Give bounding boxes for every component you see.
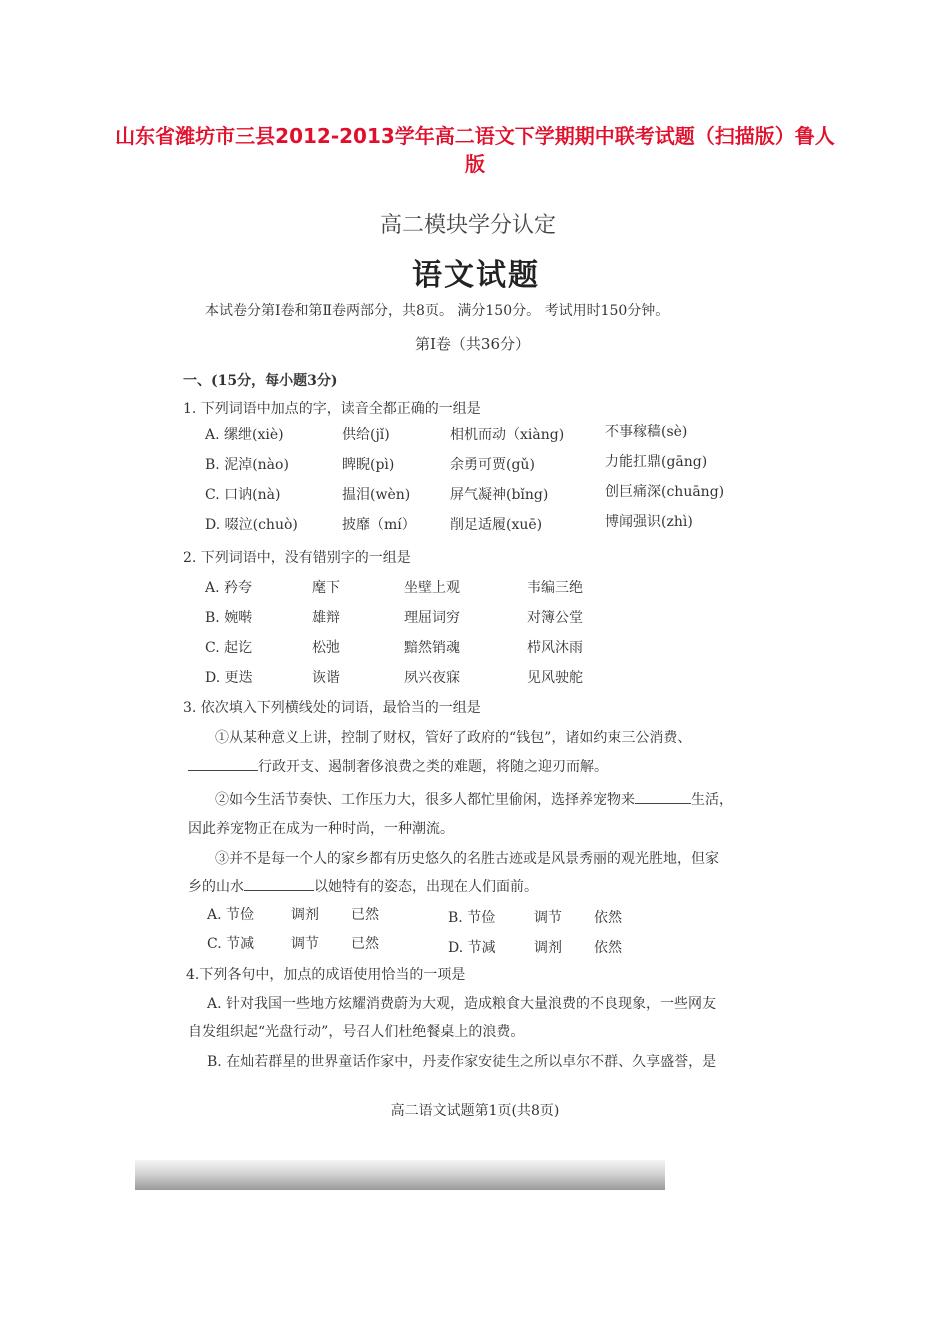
q3-option-d-3: 依然 — [594, 940, 622, 956]
question-4-stem: 4.下列各句中，加点的成语使用恰当的一项是 — [186, 967, 466, 983]
q3-option-c-2: 调节 — [291, 936, 319, 952]
q3-option-a-3: 已然 — [351, 907, 379, 923]
q1-option-d-3: 削足适履(xuē) — [450, 517, 543, 533]
fill-blank-3 — [244, 876, 314, 891]
q1-option-c-3: 屏气凝神(bǐng) — [450, 487, 549, 503]
q3-passage-3a: ③并不是每一个人的家乡都有历史悠久的名胜古迹或是风景秀丽的观光胜地，但家 — [215, 851, 719, 867]
fill-blank-2 — [635, 789, 691, 804]
q1-option-c-1: C. 口讷(nà) — [205, 487, 281, 503]
question-2-stem: 2. 下列词语中，没有错别字的一组是 — [183, 550, 411, 566]
question-1-stem: 1. 下列词语中加点的字，读音全都正确的一组是 — [183, 401, 481, 417]
page-footer: 高二语文试题第1页(共8页) — [390, 1103, 560, 1119]
q3-option-c-1: C. 节减 — [207, 936, 255, 952]
section-heading: 一、(15分，每小题3分) — [183, 373, 338, 389]
q4-option-b-line-1: B. 在灿若群星的世界童话作家中，丹麦作家安徒生之所以卓尔不群、久享盛誉，是 — [207, 1054, 717, 1070]
q1-option-a-4: 不事稼穑(sè) — [605, 424, 688, 440]
q2-option-a-3: 坐壁上观 — [404, 580, 460, 596]
q1-option-a-3: 相机而动（xiàng) — [450, 427, 565, 443]
q1-option-d-2: 披靡（mí） — [342, 517, 416, 533]
q3-passage-1a: ①从某种意义上讲，控制了财权，管好了政府的“钱包”，诸如约束三公消费、 — [215, 730, 692, 746]
q2-option-a-4: 韦编三绝 — [527, 580, 583, 596]
q3-passage-1b-text: 行政开支、遏制奢侈浪费之类的难题，将随之迎刃而解。 — [258, 759, 608, 775]
q3-option-d-1: D. 节减 — [448, 940, 496, 956]
q1-option-c-4: 创巨痛深(chuāng) — [605, 484, 725, 500]
exam-intro: 本试卷分第Ⅰ卷和第Ⅱ卷两部分，共8页。 满分150分。 考试用时150分钟。 — [205, 303, 670, 319]
q1-option-d-1: D. 啜泣(chuò) — [205, 517, 298, 533]
q3-option-d-2: 调剂 — [534, 940, 562, 956]
q2-option-c-3: 黯然销魂 — [404, 640, 460, 656]
scan-edge-shadow — [135, 1160, 665, 1190]
q2-option-a-2: 麾下 — [312, 580, 340, 596]
q2-option-b-2: 雄辩 — [312, 610, 340, 626]
q1-option-b-2: 睥睨(pì) — [342, 457, 395, 473]
q2-option-d-2: 诙谐 — [312, 670, 340, 686]
q4-option-a-line-2: 自发组织起“光盘行动”，号召人们杜绝餐桌上的浪费。 — [188, 1024, 525, 1040]
q1-option-b-1: B. 泥淖(nào) — [205, 457, 289, 473]
q2-option-d-4: 见风驶舵 — [527, 670, 583, 686]
volume-heading: 第Ⅰ卷（共36分） — [415, 335, 531, 353]
q3-passage-3b — [188, 876, 538, 896]
q1-option-b-4: 力能扛鼎(gāng) — [605, 454, 708, 470]
q1-option-c-2: 揾泪(wèn) — [342, 487, 411, 503]
exam-subtitle: 高二模块学分认定 — [380, 213, 557, 238]
q3-option-b-3: 依然 — [594, 910, 622, 926]
document-title: 山东省潍坊市三县2012-2013学年高二语文下学期期中联考试题（扫描版）鲁人版 — [115, 124, 835, 176]
q2-option-c-1: C. 起讫 — [205, 640, 253, 656]
q2-option-b-1: B. 婉啭 — [205, 610, 253, 626]
q3-passage-2b-text: 生活， — [691, 792, 733, 808]
q2-option-b-4: 对簿公堂 — [527, 610, 583, 626]
q2-option-b-3: 理屈词穷 — [404, 610, 460, 626]
q2-option-c-2: 松弛 — [312, 640, 340, 656]
q3-option-a-2: 调剂 — [291, 907, 319, 923]
q4-option-a-line-1: A. 针对我国一些地方炫耀消费蔚为大观，造成粮食大量浪费的不良现象，一些网友 — [207, 996, 717, 1012]
q1-option-a-1: A. 缧绁(xiè) — [205, 427, 284, 443]
q2-option-a-1: A. 矜夸 — [205, 580, 253, 596]
q3-passage-2a-text: ②如今生活节奏快、工作压力大，很多人都忙里偷闲，选择养宠物来 — [215, 792, 635, 808]
q3-option-b-2: 调节 — [534, 910, 562, 926]
q3-passage-3b-text: 乡的山水 — [188, 879, 244, 895]
q1-option-a-2: 供给(jǐ) — [342, 427, 390, 443]
q3-passage-2a — [215, 789, 733, 809]
q3-option-a-1: A. 节俭 — [207, 907, 255, 923]
q2-option-c-4: 栉风沐雨 — [527, 640, 583, 656]
q2-option-d-3: 夙兴夜寐 — [404, 670, 460, 686]
q3-passage-3c-text: 以她特有的姿态，出现在人们面前。 — [314, 879, 538, 895]
q2-option-d-1: D. 更迭 — [205, 670, 253, 686]
exam-title: 语文试题 — [412, 258, 540, 293]
q3-passage-1b — [188, 756, 608, 776]
q3-option-b-1: B. 节俭 — [448, 910, 496, 926]
question-3-stem: 3. 依次填入下列横线处的词语，最恰当的一组是 — [183, 700, 481, 716]
q3-passage-2c: 因此养宠物正在成为一种时尚，一种潮流。 — [188, 821, 454, 837]
q1-option-b-3: 余勇可贾(gǔ) — [450, 457, 535, 473]
q3-option-c-3: 已然 — [351, 936, 379, 952]
q1-option-d-4: 博闻强识(zhì) — [605, 514, 693, 530]
fill-blank-1 — [188, 756, 258, 771]
